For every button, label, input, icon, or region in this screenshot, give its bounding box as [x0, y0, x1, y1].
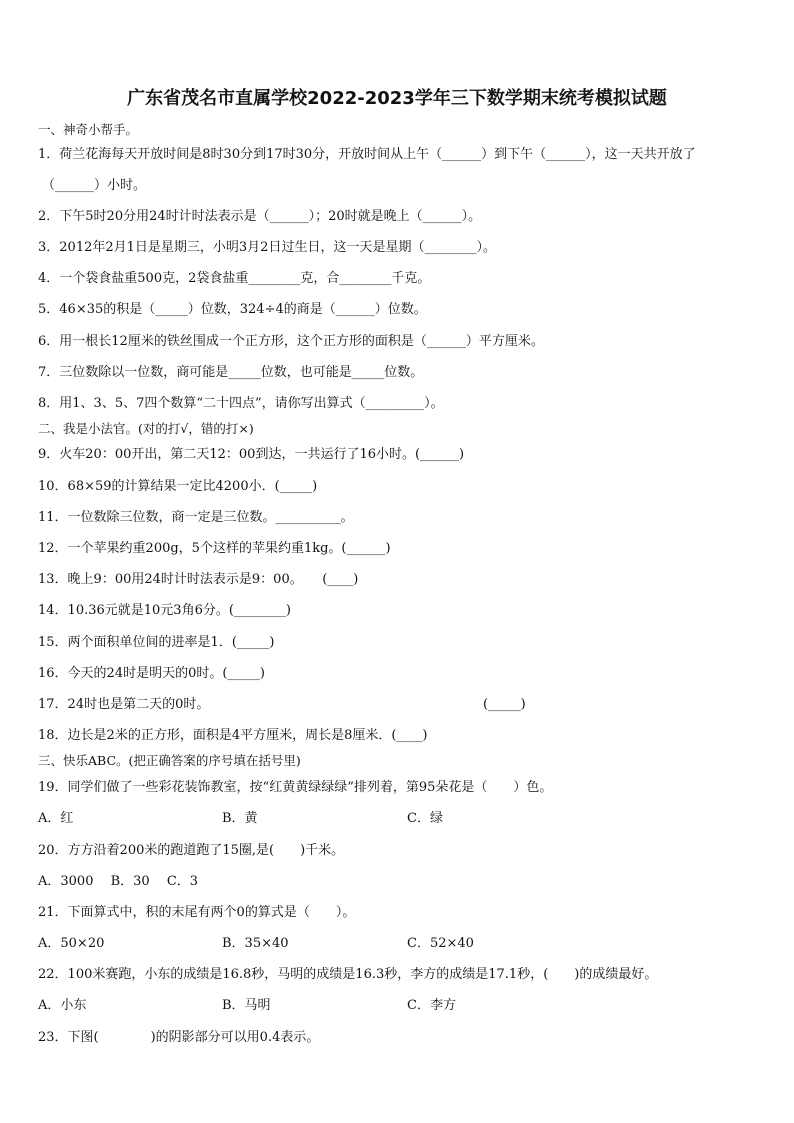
- question-15: 15．两个面积单位间的进率是1．(_____): [38, 635, 275, 650]
- question-10: 10．68×59的计算结果一定比4200小．(_____): [38, 479, 318, 494]
- question-3: 3．2012年2月1日是星期三，小明3月2日过生日，这一天是星期（________）。: [38, 240, 496, 255]
- q19-option-c: C．绿: [407, 811, 443, 826]
- q21-option-c: C．52×40: [407, 936, 474, 951]
- page-title: 广东省茂名市直属学校2022-2023学年三下数学期末统考模拟试题: [127, 88, 667, 109]
- q20-options: A．3000 B．30 C．3: [38, 874, 199, 889]
- question-11: 11．一位数除三位数，商一定是三位数。__________。: [38, 510, 354, 525]
- question-1: 1．荷兰花海每天开放时间是8时30分到17时30分，开放时间从上午（______）到下午（______），这一天共开放了: [38, 147, 696, 162]
- question-22: 22．100米赛跑，小东的成绩是16.8秒，马明的成绩是16.3秒，李方的成绩是17.1秒，( )的成绩最好。: [38, 967, 658, 982]
- question-8: 8．用1、3、5、7四个数算“二十四点”，请你写出算式（_________）。: [38, 396, 444, 411]
- question-14: 14．10.36元就是10元3角6分。(________): [38, 603, 291, 618]
- section-heading-3: 三、快乐ABC。(把正确答案的序号填在括号里): [38, 753, 301, 768]
- question-2: 2．下午5时20分用24时计时法表示是（______）；20时就是晚上（______）。: [38, 209, 482, 224]
- q19-option-a: A．红: [38, 811, 74, 826]
- question-21: 21．下面算式中，积的末尾有两个0的算式是（ ）。: [38, 905, 356, 920]
- question-13: 13．晚上9：00用24时计时法表示是9：00。 (____): [38, 572, 359, 587]
- q21-option-b: B．35×40: [222, 936, 289, 951]
- question-12: 12．一个苹果约重200g，5个这样的苹果约重1kg。(______): [38, 541, 391, 556]
- q21-option-a: A．50×20: [38, 936, 105, 951]
- question-9: 9．火车20：00开出，第二天12：00到达，一共运行了16小时。(______): [38, 447, 465, 462]
- section-heading-2: 二、我是小法官。(对的打√，错的打×): [38, 421, 254, 436]
- question-23: 23．下图( )的阴影部分可以用0.4表示。: [38, 1030, 320, 1045]
- q19-option-b: B．黄: [222, 811, 258, 826]
- question-7: 7．三位数除以一位数，商可能是_____位数，也可能是_____位数。: [38, 365, 424, 380]
- section-heading-1: 一、神奇小帮手。: [38, 122, 139, 137]
- question-20: 20．方方沿着200米的跑道跑了15圈,是( )千米。: [38, 843, 345, 858]
- q22-option-c: C．李方: [407, 998, 456, 1013]
- question-19: 19．同学们做了一些彩花装饰教室，按“红黄黄绿绿绿”排列着，第95朵花是（ ）色。: [38, 780, 553, 795]
- question-1-continued: （______）小时。: [42, 178, 147, 193]
- question-5: 5．46×35的积是（_____）位数，324÷4的商是（______）位数。: [38, 302, 427, 317]
- question-16: 16．今天的24时是明天的0时。(_____): [38, 666, 265, 681]
- question-6: 6．用一根长12厘米的铁丝围成一个正方形，这个正方形的面积是（______）平方厘米。: [38, 334, 544, 349]
- q22-option-a: A．小东: [38, 998, 87, 1013]
- q22-option-b: B．马明: [222, 998, 271, 1013]
- question-17: 17．24时也是第二天的0时。: [38, 697, 210, 712]
- question-18: 18．边长是2米的正方形，面积是4平方厘米，周长是8厘米．(____): [38, 728, 428, 743]
- question-17-answer-blank: (_____): [483, 697, 526, 712]
- question-4: 4．一个袋食盐重500克，2袋食盐重________克，合________千克。: [38, 271, 431, 286]
